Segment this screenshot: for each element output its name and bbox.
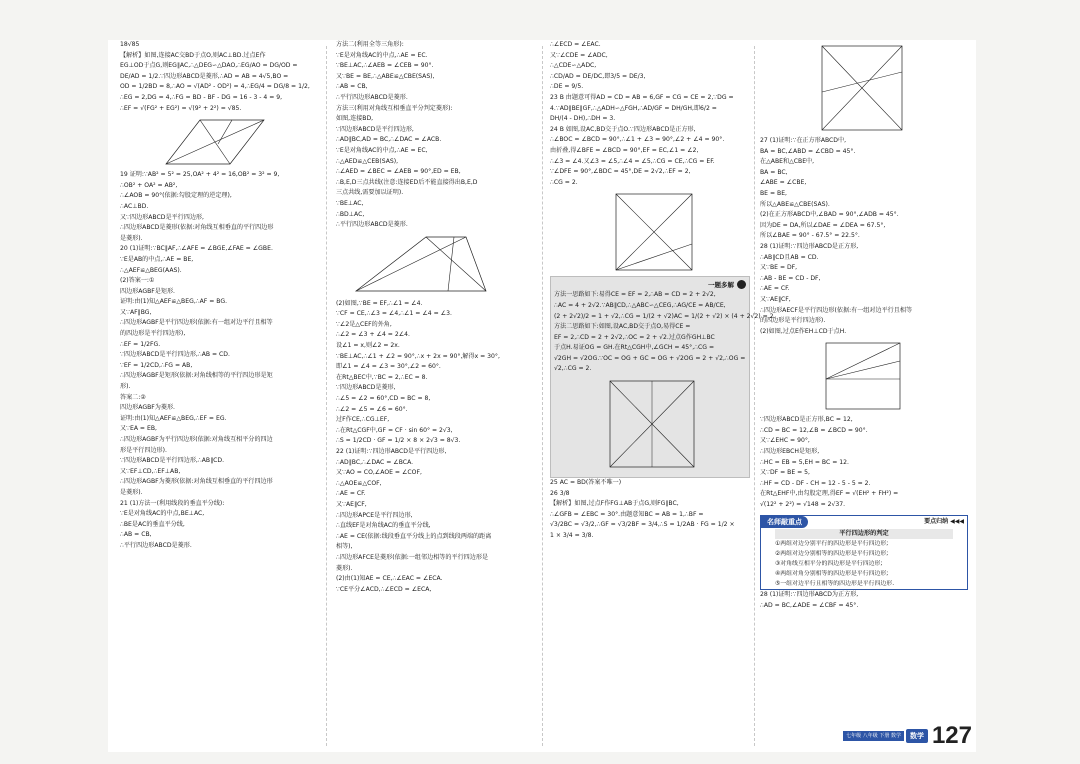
column-3-text-bottom	[550, 478, 750, 542]
key-points-header	[761, 516, 967, 529]
text-line: 设∠1 = x,则∠2 = 2x.	[336, 342, 400, 350]
text-line: ∴四边形EBCH是矩形,	[760, 448, 820, 456]
text-line: 4.∵AD∥BE∥GF,∴△ADH∽△FGH,∴AD/GF = DH/GH,即6/2 =	[550, 104, 717, 112]
text-line: ∴AC⊥BD.	[120, 202, 149, 210]
text-line: 菱形).	[336, 564, 353, 572]
text-line: (2)在正方形ABCD中,∠BAD = 90°,∠ADB = 45°.	[760, 211, 899, 219]
text-line: ∵CE平分∠ACD,∴∠ECD = ∠ECA,	[336, 585, 432, 593]
square-diagram-2	[554, 377, 744, 473]
text-line: ∴∠GFB = ∠EBC = 30°.由题意知BC = AB = 1,∴BF =	[550, 510, 704, 518]
text-line: ∴四边形AFCE是菱形(依据:一组邻边相等的平行四边形是	[336, 553, 489, 561]
text-line: 又∵∠CDE = ∠ADC,	[550, 51, 608, 59]
text-line: (2)如图,过点E作EH⊥CD于点H.	[760, 327, 847, 335]
text-line: 25 AC = BD(答案不唯一)	[550, 479, 622, 487]
text-line: ∴△AED≌△CEB(SAS),	[336, 157, 399, 165]
page-number: 127	[931, 722, 972, 749]
text-line: 三点共线,需要加以证明).	[336, 189, 404, 197]
key-points-label: 要点归纳 ◀◀◀	[924, 517, 964, 525]
text-line: ∴AE = CE(依据:线段垂直平分线上的点到线段两端的距离	[336, 532, 492, 540]
column-4	[760, 40, 968, 752]
square-figure-3	[760, 42, 968, 134]
text-line: 形).	[120, 383, 131, 391]
text-line: 28 (1)证明:∵四边形ABCD是正方形,	[760, 242, 859, 250]
text-line: ∴AD∥BC,∴∠DAC = ∠BCA.	[336, 458, 414, 466]
column-divider	[326, 46, 327, 746]
answer-page	[108, 40, 976, 752]
text-line: √2,∴CG = 2.	[554, 365, 592, 373]
text-line: 又∵AE∥CF,	[336, 500, 367, 508]
text-line: (2)答案一:①	[120, 277, 155, 285]
text-line: 方法一思路如下:易得CE = EF = 2,∴AB = CD = 2 + 2√2,	[554, 291, 716, 299]
text-line: ∴EG = 2,DG = 4,∴FG = BD - BF - DG = 16 - 3 - 4 = 9,	[120, 93, 283, 101]
text-line: 是菱形).	[120, 488, 143, 496]
text-line: 证明:由(1)知△AEF≌△BEG,∴EF = EG.	[120, 414, 227, 422]
text-line: ∴HF = CD - DF - CH = 12 - 5 - 5 = 2.	[760, 479, 871, 487]
key-point-item: ③对角线互相平分的四边形是平行四边形;	[775, 561, 883, 568]
text-line: ∴AB - BE = CD - DF,	[760, 274, 821, 282]
text-line: ∵BE⊥AC,∴∠1 + ∠2 = 90°,∴x + 2x = 90°,解得x = 30°,	[336, 352, 500, 360]
rhombus-diagram	[160, 116, 280, 168]
text-line: ∴四边形APCE是平行四边形,	[336, 511, 413, 519]
key-point-item: ①两组对边分别平行的四边形是平行四边形;	[775, 541, 889, 548]
text-line: ∴EF = √(FG² + EG²) = √(9² + 2²) = √85.	[120, 104, 242, 112]
text-line: ∴EF = 1/2FG.	[120, 340, 161, 348]
text-line: ∴四边形ABCD是菱形(依据:对角线互相垂直的平行四边形	[120, 224, 274, 232]
text-line: ∴∠ECD = ∠EAC.	[550, 41, 601, 48]
text-line: ∴AD = BC,∠ADE = ∠CBF = 45°.	[760, 601, 859, 609]
text-line: 20 (1)证明:∵BC∥AF,∴∠AFE = ∠BGE,∠FAE = ∠GBE.	[120, 245, 273, 253]
text-line: ∴平行四边形ABCD是菱形.	[120, 541, 192, 549]
text-line: ∴四边形AGBF为菱形(依据:对角线互相垂直的平行四边形	[120, 478, 273, 486]
text-line: 方法二思路如下:如图,设AC,BD交于点O,易得CE =	[554, 323, 691, 331]
column-2	[336, 40, 536, 752]
text-line: ∴AE = CF.	[336, 490, 366, 498]
key-points-title: 平行四边形的判定	[775, 529, 953, 540]
text-line: 所以△ABE≌△CBE(SAS).	[760, 200, 830, 208]
text-line: ∴四边形AGBF是矩形(依据:对角线相等的平行四边形是矩	[120, 372, 273, 380]
text-line: 又∵AO = CO,∠AOE = ∠COF,	[336, 469, 422, 477]
text-line: 26 3/8	[550, 489, 570, 497]
text-line: DE/AD = 1/2.∵四边形ABCD是菱形,∴AD = AB = 4√5,BO =	[120, 72, 289, 80]
text-line: 又∵EF⊥CD,∴EF⊥AB,	[120, 467, 181, 475]
column-1	[120, 40, 316, 752]
square-diagram-4	[760, 339, 960, 413]
column-4-text-bottom	[760, 590, 968, 611]
text-line: 【解析】如图,过点F作FG⊥AB于点G,则FG∥BC,	[550, 500, 679, 508]
text-line: 如图,连接BD,	[336, 115, 374, 123]
text-line: ∴S = 1/2CD · GF = 1/2 × 8 × 2√3 = 8√3.	[336, 437, 461, 445]
text-line: ∵EF = 1/2CD,∴FG = AB,	[120, 361, 193, 369]
text-line: √2GH = √2OG.∵OC = OG + GC = OG + √2OG = 2 + √2,∴OG =	[554, 354, 746, 362]
text-line: 21 (1)方法一(利用线段的垂直平分线):	[120, 499, 225, 507]
text-line: ∵四边形ABCD是平行四边形,∴AB∥CD.	[120, 457, 225, 465]
text-line: 四边形AGBF是矩形.	[120, 287, 175, 295]
lightbulb-icon	[737, 280, 746, 289]
text-line: 由折叠,得∠BFE = ∠BCD = 90°,EF = EC,∠1 = ∠2,	[550, 146, 699, 154]
text-line: 28 (1)证明:∵四边形ABCD为正方形,	[760, 591, 859, 599]
text-line: ∵BE⊥AC,∴∠AEB = ∠CEB = 90°.	[336, 62, 434, 70]
text-line: ∵E是AB的中点,∴AE = BE,	[120, 255, 194, 263]
text-line: 23 B 由题意可得AD = CD = AB = 6,GF = CG = CE = 2,∵DG =	[550, 93, 734, 101]
rhombus-figure	[120, 116, 316, 168]
text-line: 又∵BE = DF,	[760, 264, 798, 272]
text-line: (2 + 2√2)/2 = 1 + √2,∴CG = 1/(2 + √2)AC = 1/(2 + √2) × (4 + 2√2) = 2.	[554, 312, 776, 320]
text-line: ∴△AOE≌△COF,	[336, 479, 382, 487]
text-line: ∵BE⊥AC,	[336, 199, 364, 207]
text-line: ∴四边形AGBF是平行四边形(依据:有一组对边平行且相等	[120, 319, 273, 327]
text-line: 又∵AF∥BG,	[120, 308, 152, 316]
text-line: ∵E是对角线AC的中点,BE⊥AC,	[120, 510, 205, 518]
text-line: ∵四边形ABCD是正方形,BC = 12,	[760, 416, 853, 424]
text-line: ∴HC = EB = 5,EH = BC = 12.	[760, 458, 849, 466]
text-line: EG⊥OD于点G,则EG∥AC,∴△DEG∽△DAO,∴EG/AO = DG/OD =	[120, 62, 298, 70]
square-fold-diagram	[550, 190, 750, 274]
text-line: ∴AD∥BC,AD = BC,∴∠DAC = ∠ACB.	[336, 136, 442, 144]
text-line: 方法三(利用对角线互相垂直平分判定菱形):	[336, 104, 453, 112]
page-footer	[843, 722, 972, 750]
text-line: ∴BE是AC的垂直平分线,	[120, 520, 185, 528]
key-points-list	[761, 539, 967, 589]
text-line: 在△ABE和△CBE中,	[760, 158, 815, 166]
text-line: ∴CG = 2.	[550, 178, 578, 186]
multi-solution-header	[554, 279, 746, 290]
text-line: 又∵∠EHC = 90°,	[760, 437, 810, 445]
square-figure-4	[760, 339, 968, 413]
text-line: EF = 2,∴CD = 2 + 2√2,∴OC = 2 + √2.过点G作GH⊥BC	[554, 333, 715, 341]
text-line: ∵CF = CE,∴∠3 = ∠4,∴∠1 = ∠4 = ∠3.	[336, 310, 452, 318]
key-point-item: ⑤一组对边平行且相等的四边形是平行四边形.	[775, 581, 895, 588]
text-line: OD = 1/2BD = 8,∴AO = √(AD² - OD²) = 4,∴EG/4 = DG/8 = 1/2,	[120, 83, 310, 91]
text-line: 的四边形是平行四边形),	[120, 330, 186, 338]
column-1-text-bottom	[120, 170, 316, 551]
text-line: ∴∠AED = ∠BEC = ∠AEB = 90°,ED = EB,	[336, 168, 461, 176]
text-line: (2)由(1)知AE = CE,∴∠EAC = ∠ECA.	[336, 575, 443, 583]
square-diagram-3	[760, 42, 960, 134]
text-line: ∴AE = CF.	[760, 285, 790, 293]
text-line: 形是平行四边形).	[120, 446, 167, 454]
text-line: ∴AB = CB,	[120, 531, 152, 539]
text-line: ∴OB² + OA² = AB²,	[120, 181, 178, 189]
text-line: ∵∠DFE = 90°,∠BDC = 45°,DE = 2√2,∴EF = 2,	[550, 168, 691, 176]
text-line: 相等),	[336, 543, 353, 551]
text-line: ∴△AEF≌△BEG(AAS).	[120, 266, 182, 274]
text-line: 在Rt△BEC中,∵BC = 2,∴EC = 8.	[336, 373, 428, 381]
text-line: ∴∠2 = ∠3 + ∠4 = 2∠4.	[336, 331, 410, 339]
text-line: 过F作CE,∴CG⊥EF,	[336, 416, 390, 424]
text-line: ∴四边形AGBF为平行四边形(依据:对角线互相平分的四边	[120, 436, 273, 443]
text-line: ∵E是对角线AC的中点,∴AE = EC.	[336, 51, 428, 59]
text-line: ∴∠2 = ∠5 = ∠6 = 60°.	[336, 405, 408, 413]
column-3-text-top	[550, 40, 750, 188]
square-fold-figure	[550, 190, 750, 274]
column-2-text-bottom	[336, 299, 536, 596]
column-4-text-middle	[760, 415, 968, 510]
text-line: 在Rt△EHF中,由勾股定理,得EF = √(EH² + FH²) =	[760, 490, 899, 498]
column-divider	[542, 46, 543, 746]
text-line: 是菱形).	[120, 234, 143, 242]
text-line: 的四边形是平行四边形).	[760, 317, 826, 325]
square-figure-2	[554, 377, 746, 473]
text-line: √(12² + 2²) = √148 = 2√37.	[760, 501, 846, 509]
text-line: ∴△CDE∽△ADC,	[550, 62, 597, 70]
text-line: ∴在Rt△CGF中,GF = CF · sin 60° = 2√3,	[336, 426, 453, 434]
text-line: ∴∠AOB = 90°(依据:勾股定理的逆定理),	[120, 192, 232, 200]
text-line: ∴DE = 9/5.	[550, 83, 584, 91]
key-point-item: ④两组对角分别相等的四边形是平行四边形;	[775, 571, 889, 578]
text-line: ∴∠BOC = ∠BCD = 90°,∴∠1 + ∠3 = 90°,∠2 + ∠4 = 90°.	[550, 136, 725, 144]
text-line: DH/(4 - DH),∴DH = 3.	[550, 115, 616, 123]
text-line: BA = BC,	[760, 168, 788, 176]
text-line: 又∵DF = BE = 5,	[760, 469, 810, 477]
text-line: ∴∠5 = ∠2 = 60°,CD = BC = 8,	[336, 395, 431, 403]
text-line: ∴AB∥CD且AB = CD.	[760, 253, 819, 261]
key-points-tag: 名师敲重点	[761, 516, 808, 529]
text-line: ∠ABE = ∠CBE,	[760, 179, 807, 187]
text-line: 因为DE = DA,所以∠DAE = ∠DEA = 67.5°,	[760, 221, 886, 229]
text-line: (2)如图,∵BE = EF,∴∠1 = ∠4.	[336, 299, 423, 307]
text-line: 方法二(利用全等三角形):	[336, 41, 404, 48]
text-line: √3/2BC = √3/2,∴GF = √3/2BF = 3/4,∴S = 1/2AB · FG = 1/2 ×	[550, 521, 735, 529]
text-line: 所以∠BAE = 90° - 67.5° = 22.5°.	[760, 232, 860, 240]
text-line: 27 (1)证明:∵在正方形ABCD中,	[760, 137, 847, 144]
text-line: ∴AC = 4 + 2√2.∵AB∥CD,∴△ABC∽△CEG,∴AG/CE = AB/CE,	[554, 301, 726, 309]
text-line: 即∠1 = ∠4 = ∠3 = 30°,∠2 = 60°.	[336, 363, 441, 371]
text-line: 19 证明:∵AB² = 5² = 25,OA² + 4² = 16,OB² = 3² = 9,	[120, 171, 280, 179]
subject-badge: 数学	[906, 729, 928, 743]
trapezoid-diagram	[336, 233, 516, 297]
text-line: BE = BE,	[760, 189, 787, 197]
text-line: ∵四边形ABCD是平行四边形,∴AB = CD.	[120, 351, 230, 359]
text-line: ∴AB = CB,	[336, 83, 368, 91]
text-line: 1 × 3/4 = 3/8.	[550, 532, 594, 540]
text-line: ∴∠3 = ∠4.又∠3 = ∠5,∴∠4 = ∠5,∴CG = CE,∴CG = EF.	[550, 157, 715, 165]
text-line: ∴直线EF是对角线AC的垂直平分线,	[336, 522, 431, 530]
key-points-box	[760, 515, 968, 591]
key-point-item: ②两组对边分别相等的四边形是平行四边形;	[775, 551, 889, 558]
multi-solution-title: 一题多解	[708, 280, 734, 289]
text-line: ∵E是对角线AC的中点,∴AE = EC,	[336, 146, 428, 154]
text-line: 18√85	[120, 41, 140, 48]
text-line: ∴四边形AECF是平行四边形(依据:有一组对边平行且相等	[760, 306, 913, 314]
text-line: ∴CD = BC = 12,∠B = ∠BCD = 90°.	[760, 426, 868, 434]
text-line: 又∵四边形ABCD是平行四边形,	[120, 213, 204, 221]
text-line: ∴B,E,D三点共线(注意:连接ED后不能直接得出B,E,D	[336, 178, 478, 186]
text-line: 证明:由(1)知△AEF≌△BEG,∴AF = BG.	[120, 298, 228, 306]
text-line: 于点H.易证OG = GH.在Rt△CGH中,∠GCH = 45°,∴CG =	[554, 344, 715, 352]
text-line: ∵∠2是△CEF的外角,	[336, 320, 392, 328]
text-line: ∵四边形ABCD是菱形,	[336, 384, 396, 392]
trapezoid-figure	[336, 233, 536, 297]
text-line: 又∵BE = BE,∴△ABE≌△CBE(SAS),	[336, 72, 435, 80]
text-line: 22 (1)证明:∵四边形ABCD是平行四边形,	[336, 448, 447, 455]
text-line: 【解析】如图,连接AC交BD于点O,则AC⊥BD.过点E作	[120, 51, 266, 59]
column-4-text-top	[760, 136, 968, 337]
text-line: BA = BC,∠ABD = ∠CBD = 45°.	[760, 147, 856, 155]
book-brand: 七年级 八年级 下册 数学	[843, 731, 904, 741]
text-line: ∵四边形ABCD是平行四边形,	[336, 125, 414, 133]
column-2-text-top	[336, 40, 536, 231]
text-line: 又∵EA = EB,	[120, 425, 157, 433]
text-line: 又∵AE∥CF,	[760, 295, 791, 303]
column-1-text-top	[120, 40, 316, 114]
text-line: ∴平行四边形ABCD是菱形.	[336, 221, 408, 229]
text-line: ∴BD⊥AC,	[336, 210, 365, 218]
text-line: ∴平行四边形ABCD是菱形.	[336, 93, 408, 101]
text-line: 四边形AGBF为菱形.	[120, 404, 175, 412]
column-divider	[754, 46, 755, 746]
text-line: 24 B 如图,设AC,BD交于点O.∵四边形ABCD是正方形,	[550, 125, 696, 133]
text-line: 答案二:②	[120, 393, 146, 401]
text-line: ∴CD/AD = DE/DC,即3/5 = DE/3,	[550, 72, 646, 80]
